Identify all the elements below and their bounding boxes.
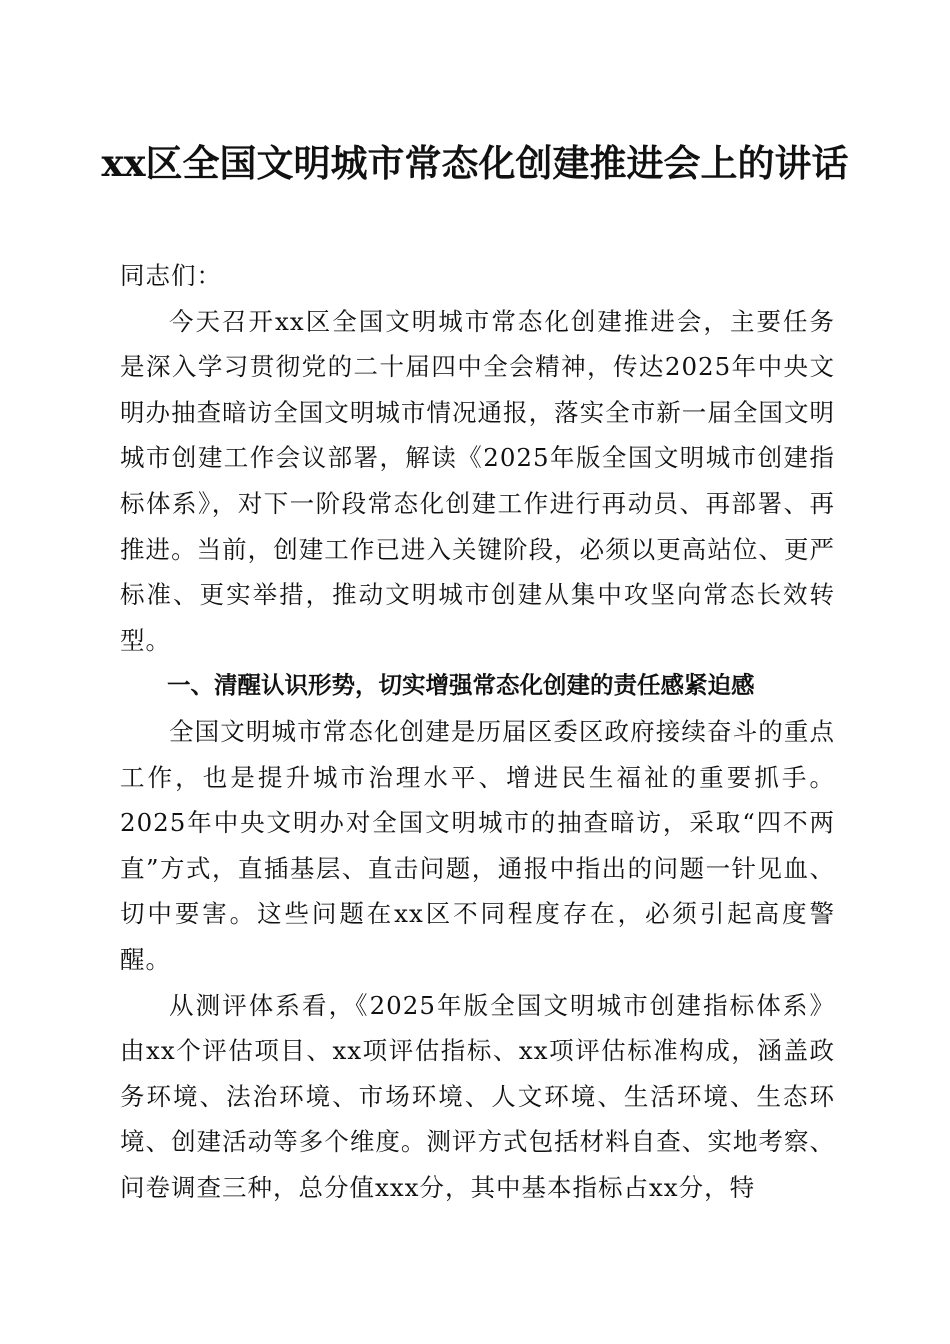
intro-paragraph: 今天召开xx区全国文明城市常态化创建推进会，主要任务是深入学习贯彻党的二十届四中全会精神，传达2025年中央文明办抽查暗访全国文明城市情况通报，落实全市新一届全国文明城市创建工作会议部署，解读《2025年版全国文明城市创建指标体系》，对下一阶段常态化创建工作进行再动员、再部署、再推进。当前，创建工作已进入关键阶段，必须以更高站位、更严标准、更实举措，推动文明城市创建从集中攻坚向常态长效转型。 xyxy=(120,306,835,655)
section-paragraph: 全国文明城市常态化创建是历届区委区政府接续奋斗的重点工作，也是提升城市治理水平、增进民生福祉的重要抓手。2025年中央文明办对全国文明城市的抽查暗访，采取“四不两直”方式，直插基层、直击问题，通报中指出的问题一针见血、切中要害。这些问题在xx区不同程度存在，必须引起高度警醒。 xyxy=(120,716,835,974)
document-body xyxy=(120,253,835,1210)
salutation: 同志们： xyxy=(120,261,222,290)
section-heading: 一、清醒认识形势，切实增强常态化创建的责任感紧迫感 xyxy=(167,671,755,700)
section-paragraph: 从测评体系看，《2025年版全国文明城市创建指标体系》由xx个评估项目、xx项评估指标、xx项评估标准构成，涵盖政务环境、法治环境、市场环境、人文环境、生活环境、生态环境、创建活动等多个维度。测评方式包括材料自查、实地考察、问卷调查三种，总分值xxx分，其中基本指标占xx分，特 xyxy=(120,990,835,1202)
document-title: xx区全国文明城市常态化创建推进会上的讲话 xyxy=(101,141,849,185)
